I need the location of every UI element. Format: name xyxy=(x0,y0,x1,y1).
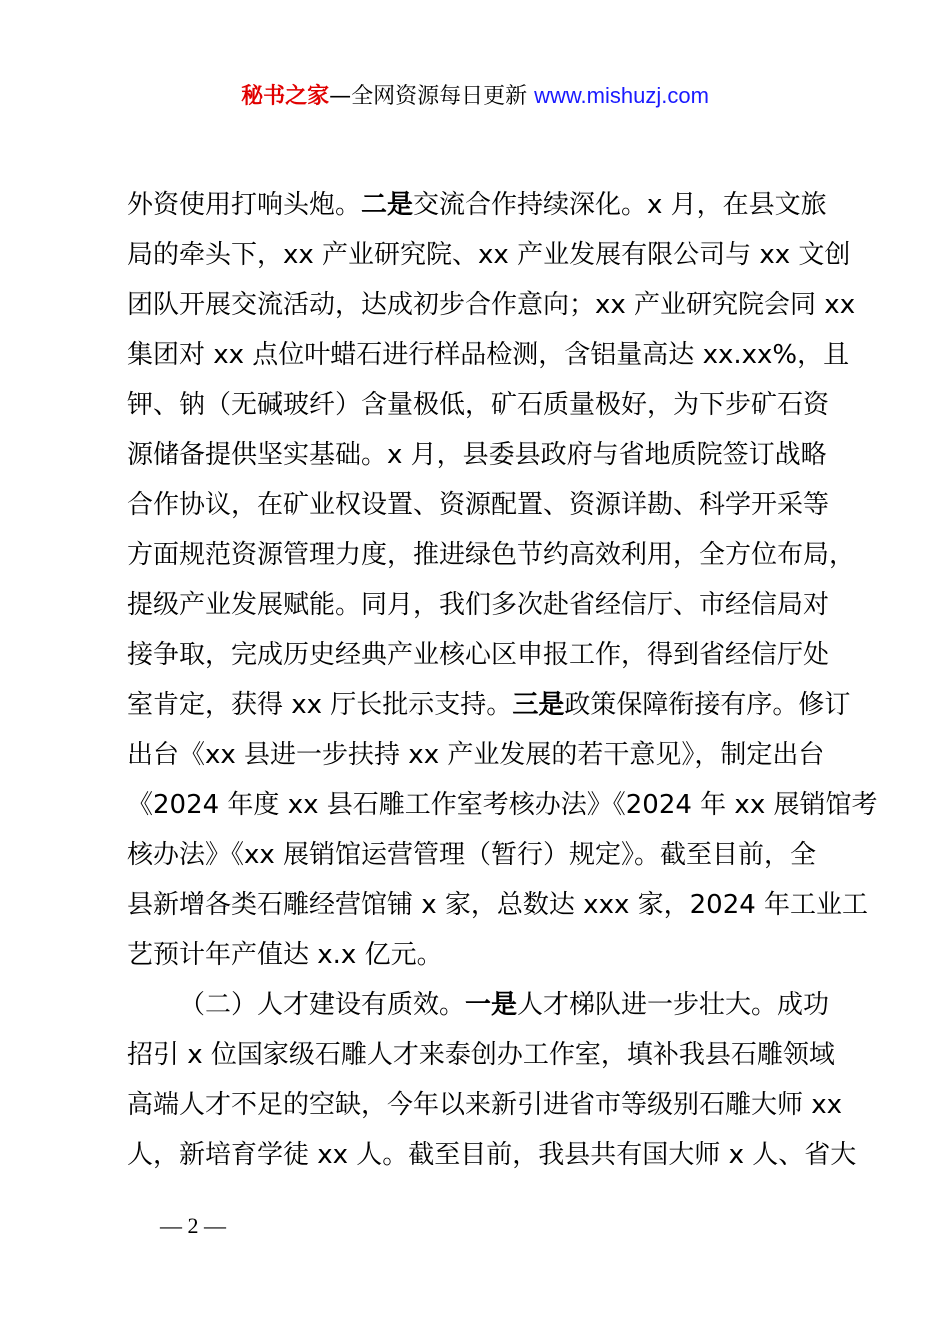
emphasis-text: 二是 xyxy=(361,190,414,220)
text-line xyxy=(127,930,847,980)
text-line xyxy=(127,730,847,780)
text-line xyxy=(127,430,847,480)
text-line xyxy=(127,230,851,280)
document-body xyxy=(127,180,878,1180)
site-brand: 秘书之家 xyxy=(241,84,330,109)
line-text: 合作协议，在矿业权设置、资源配置、资源详勘、科学开采等 xyxy=(127,490,830,520)
site-tagline: —全网资源每日更新 xyxy=(329,84,528,109)
line-text: 高端人才不足的空缺，今年以来新引进省市等级别石雕大师 xx xyxy=(127,1090,843,1120)
line-text: 人才梯队进一步壮大。成功 xyxy=(517,990,830,1020)
text-line xyxy=(127,530,856,580)
line-text: 提级产业发展赋能。同月，我们多次赴省经信厅、市经信局对 xyxy=(127,590,830,620)
line-text: 室肯定，获得 xx 厅长批示支持。 xyxy=(127,690,513,720)
line-text: 艺预计年产值达 x.x 亿元。 xyxy=(127,940,443,970)
text-line xyxy=(127,830,847,880)
emphasis-text: 一是 xyxy=(465,990,518,1020)
line-text: 人，新培育学徒 xx 人。截至目前，我县共有国大师 x 人、省大 xyxy=(127,1140,857,1170)
text-line xyxy=(127,330,850,380)
text-line xyxy=(127,480,847,530)
text-line xyxy=(127,1080,847,1130)
line-text: 出台《xx 县进一步扶持 xx 产业发展的若干意见》，制定出台 xyxy=(127,740,825,770)
emphasis-text: 三是 xyxy=(512,690,565,720)
line-text: 外资使用打响头炮。 xyxy=(127,190,362,220)
line-text: 《2024 年度 xx 县石雕工作室考核办法》《2024 年 xx 展销馆考 xyxy=(127,790,878,820)
text-line xyxy=(127,180,847,230)
text-line xyxy=(127,980,847,1030)
line-text: 接争取，完成历史经典产业核心区申报工作，得到省经信厅处 xyxy=(127,640,830,670)
page-number: — 2 — xyxy=(160,1213,226,1238)
text-line xyxy=(127,380,847,430)
line-text: 交流合作持续深化。x 月，在县文旅 xyxy=(413,190,827,220)
text-line xyxy=(127,780,878,830)
line-text: 核办法》《xx 展销馆运营管理（暂行）规定》。截至目前，全 xyxy=(127,840,817,870)
line-text: 团队开展交流活动，达成初步合作意向；xx 产业研究院会同 xx xyxy=(127,290,856,320)
line-text: 方面规范资源管理力度，推进绿色节约高效利用，全方位布局， xyxy=(127,540,856,570)
text-line xyxy=(127,580,847,630)
line-text: 县新增各类石雕经营馆铺 x 家，总数达 xxx 家，2024 年工业工 xyxy=(127,890,869,920)
line-text: 招引 x 位国家级石雕人才来泰创办工作室，填补我县石雕领域 xyxy=(127,1040,835,1070)
line-text: （二）人才建设有质效。 xyxy=(179,990,466,1020)
line-text: 政策保障衔接有序。修订 xyxy=(564,690,851,720)
site-url[interactable]: www.mishuzj.com xyxy=(534,83,709,108)
text-line xyxy=(127,630,847,680)
text-line xyxy=(127,680,851,730)
text-line xyxy=(127,1030,847,1080)
text-line xyxy=(127,880,869,930)
line-text: 钾、钠（无碱玻纤）含量极低，矿石质量极好，为下步矿石资 xyxy=(127,390,830,420)
site-header xyxy=(0,82,950,111)
line-text: 集团对 xx 点位叶蜡石进行样品检测，含铝量高达 xx.xx%，且 xyxy=(127,340,850,370)
text-line xyxy=(127,280,856,330)
text-line xyxy=(127,1130,857,1180)
line-text: 局的牵头下，xx 产业研究院、xx 产业发展有限公司与 xx 文创 xyxy=(127,240,851,270)
line-text: 源储备提供坚实基础。x 月，县委县政府与省地质院签订战略 xyxy=(127,440,827,470)
